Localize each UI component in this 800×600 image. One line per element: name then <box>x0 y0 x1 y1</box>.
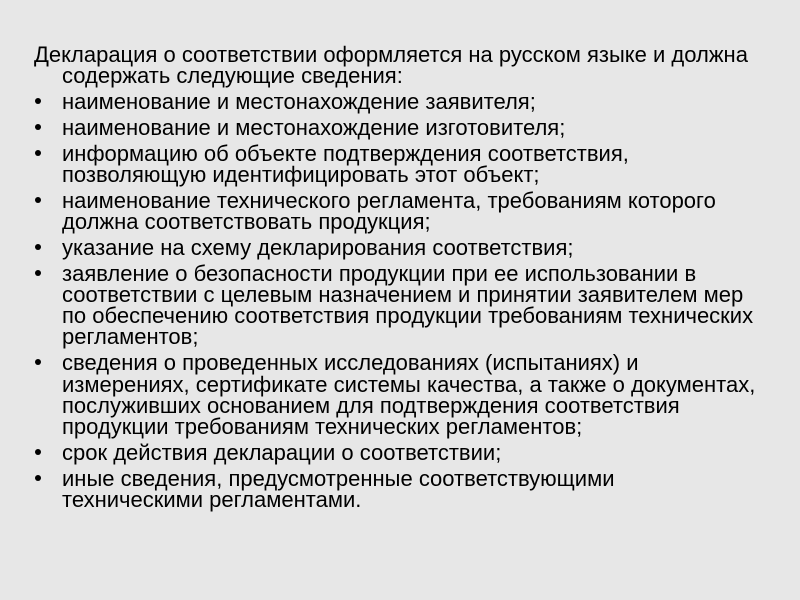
requirements-list <box>62 91 792 515</box>
bullet-icon <box>35 244 41 250</box>
list-item-text: срок действия декларации о соответствии; <box>62 439 502 465</box>
bullet-icon <box>35 449 41 455</box>
list-item-text: наименование и местонахождение заявителя; <box>62 89 536 114</box>
list-item-text: заявление о безопасности продукции при ее использовании в соответствии с целевым назначением и принятии заявителем мер по обеспечению соответствия продукции требованиям технических регламентов; <box>62 260 754 350</box>
bullet-icon <box>35 197 41 203</box>
list-item-text: наименование и местонахождение изготовителя; <box>62 114 566 140</box>
bullet-icon <box>35 270 41 276</box>
list-item <box>62 439 792 465</box>
list-item <box>62 91 792 112</box>
bullet-icon <box>35 124 41 130</box>
bullet-icon <box>35 150 41 156</box>
bullet-icon <box>35 359 41 365</box>
list-item-text: наименование технического регламента, требованиям которого должна соответствовать продукция; <box>62 187 716 234</box>
list-item <box>62 465 792 513</box>
list-item <box>62 187 792 234</box>
list-item-text: указание на схему декларирования соответствия; <box>62 234 574 260</box>
bullet-icon <box>35 475 41 481</box>
bullet-icon <box>35 98 41 104</box>
list-item <box>62 260 792 350</box>
list-item-text: сведения о проведенных исследованиях (испытаниях) и измерениях, сертификате системы качества, а также о документах, послуживших основанием для подтверждения соответствия продукции требованиям технических регламентов; <box>62 350 756 440</box>
list-item <box>62 140 792 187</box>
list-item-text: информацию об объекте подтверждения соответствия, позволяющую идентифицировать этот объект; <box>62 140 629 187</box>
list-item <box>62 114 792 140</box>
intro-text: Декларация о соответствии оформляется на русском языке и должна содержать следующие сведения: <box>34 42 748 89</box>
list-item-text: иные сведения, предусмотренные соответствующими техническими регламентами. <box>62 465 615 513</box>
list-item <box>62 350 792 440</box>
list-item <box>62 234 792 260</box>
